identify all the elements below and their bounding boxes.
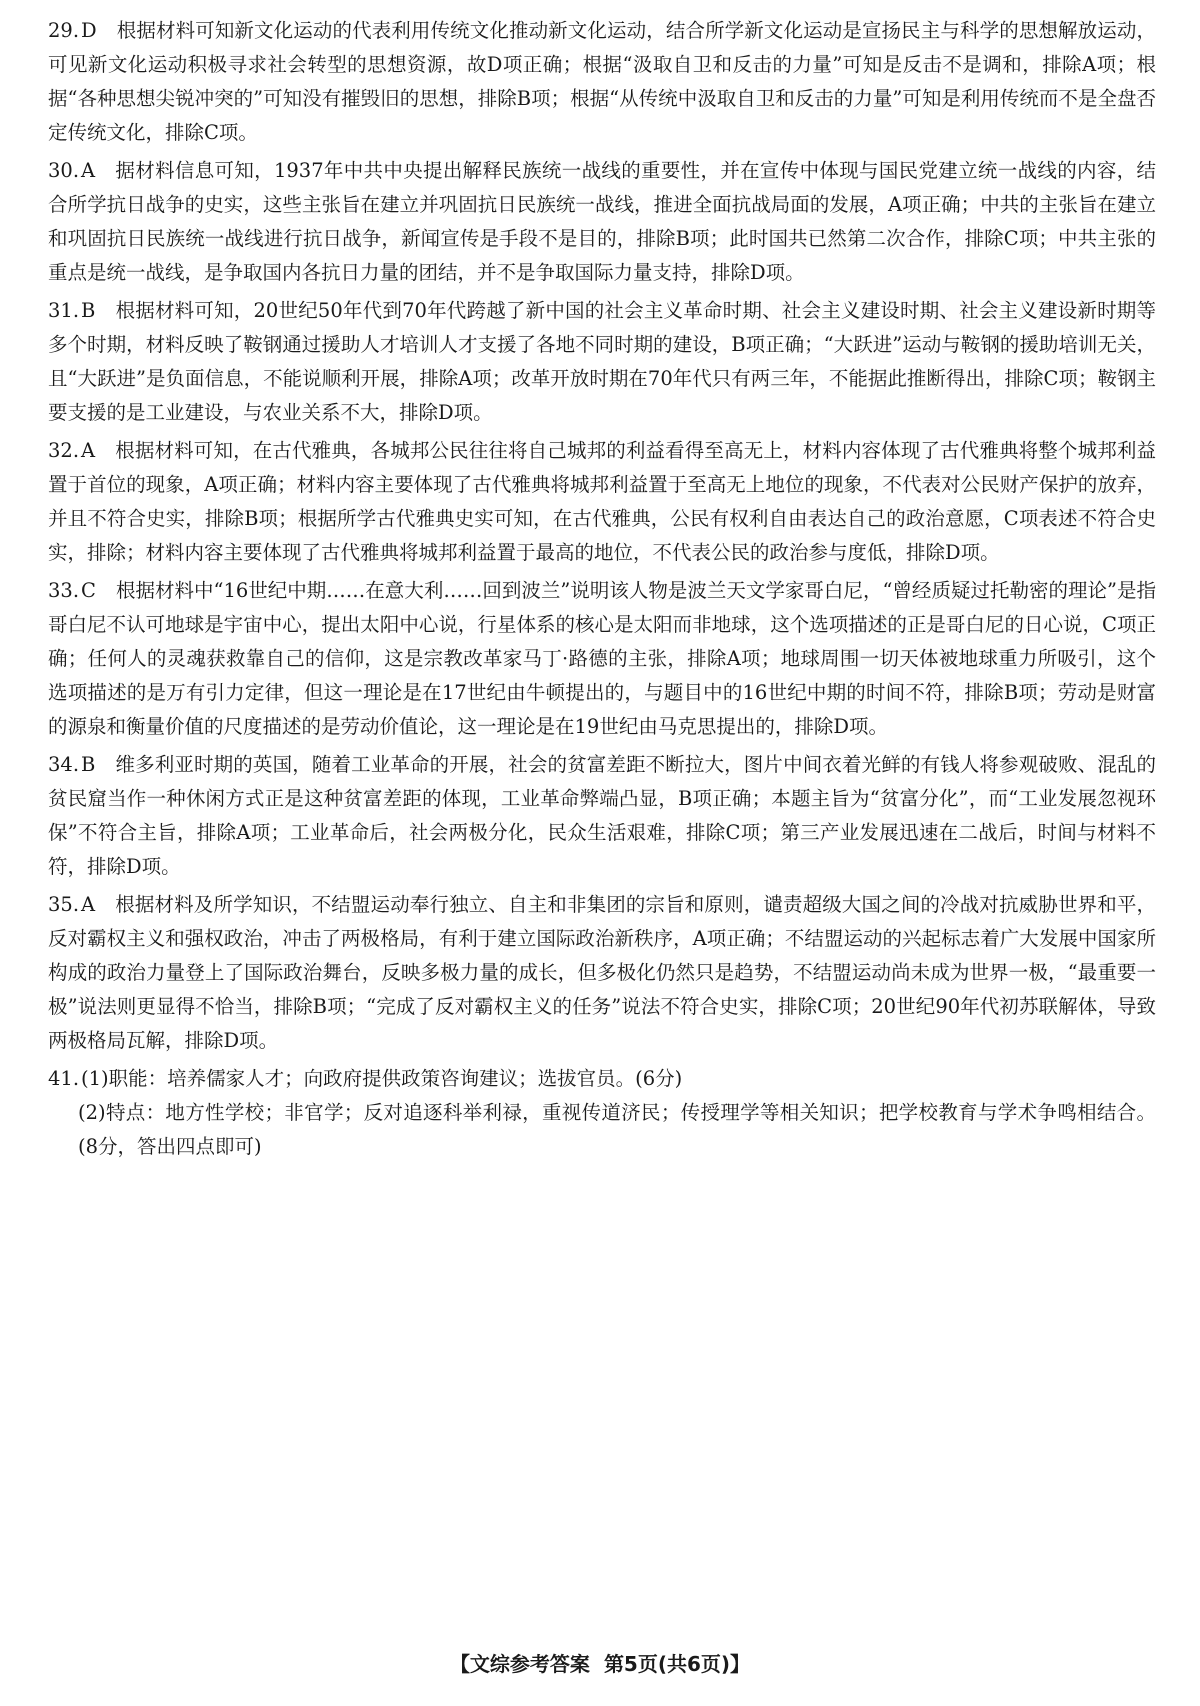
explanation-text: 根据材料及所学知识，不结盟运动奉行独立、自主和非集团的宗旨和原则，谴责超级大国之间的冷战对抗威胁世界和平，反对霸权主义和强权政治，冲击了两极格局，有利于建立国际政治新秩序，A项正确；不结盟运动的兴起标志着广大发展中国家所构成的政治力量登上了国际政治舞台，反映多极力量的成长，但多极化仍然只是趋势，不结盟运动尚未成为世界一极，“最重要一极”说法则更显得不恰当，排除B项；“完成了反对霸权主义的任务”说法不符合史实，排除C项；20世纪90年代初苏联解体，导致两极格局瓦解，排除D项。 [48,893,1156,1052]
question-number: 30. [48,159,80,182]
question-number: 33. [48,579,80,602]
question-41-part2: (2)特点：地方性学校；非官学；反对追逐科举利禄，重视传道济民；传授理学等相关知识；把学校教育与学术争鸣相结合。(8分，答出四点即可) [78,1101,1156,1158]
explanation-text: 根据材料可知，在古代雅典，各城邦公民往往将自己城邦的利益看得至高无上，材料内容体现了古代雅典将整个城邦利益置于首位的现象，A项正确；材料内容主要体现了古代雅典将城邦利益置于至高无上地位的现象，不代表对公民财产保护的放弃，并且不符合史实，排除B项；根据所学古代雅典史实可知，在古代雅典，公民有权利自由表达自己的政治意愿，C项表述不符合史实，排除；材料内容主要体现了古代雅典将城邦利益置于最高的地位，不代表公民的政治参与度低，排除D项。 [48,439,1156,564]
question-41-part1: (1)职能：培养儒家人才；向政府提供政策咨询建议；选拔官员。(6分) [81,1067,683,1090]
question-number: 31. [48,299,80,322]
answer-page [48,14,1156,1168]
explanation-text: 据材料信息可知，1937年中共中央提出解释民族统一战线的重要性，并在宣传中体现与国民党建立统一战线的内容，结合所学抗日战争的史实，这些主张旨在建立并巩固抗日民族统一战线，推进全面抗战局面的发展，A项正确；中共的主张旨在建立和巩固抗日民族统一战线进行抗日战争，新闻宣传是手段不是目的，排除B项；此时国共已然第二次合作，排除C项；中共主张的重点是统一战线，是争取国内各抗日力量的团结，并不是争取国际力量支持，排除D项。 [48,159,1156,284]
explanation-text: 维多利亚时期的英国，随着工业革命的开展，社会的贫富差距不断拉大，图片中间衣着光鲜的有钱人将参观破败、混乱的贫民窟当作一种休闲方式正是这种贫富差距的体现，工业革命弊端凸显，B项正确；本题主旨为“贫富分化”，而“工业发展忽视环保”不符合主旨，排除A项；工业革命后，社会两极分化，民众生活艰难，排除C项；第三产业发展迅速在二战后，时间与材料不符，排除D项。 [48,753,1156,878]
answer-letter: C [81,579,96,602]
answer-letter: D [81,19,97,42]
question-number: 29. [48,19,80,42]
answer-letter: A [81,159,96,182]
question-29 [48,14,1156,150]
question-number: 34. [48,753,80,776]
answer-letter: B [81,753,96,776]
explanation-text: 根据材料中“16世纪中期……在意大利……回到波兰”说明该人物是波兰天文学家哥白尼，“曾经质疑过托勒密的理论”是指哥白尼不认可地球是宇宙中心，提出太阳中心说，行星体系的核心是太阳而非地球，这个选项描述的正是哥白尼的日心说，C项正确；任何人的灵魂获救靠自己的信仰，这是宗教改革家马丁·路德的主张，排除A项；地球周围一切天体被地球重力所吸引，这个选项描述的是万有引力定律，但这一理论是在17世纪由牛顿提出的，与题目中的16世纪中期的时间不符，排除B项；劳动是财富的源泉和衡量价值的尺度描述的是劳动价值论，这一理论是在19世纪由马克思提出的，排除D项。 [48,579,1156,738]
footer-title: 【文综参考答案 [449,1652,590,1676]
question-number: 32. [48,439,80,462]
page-footer [0,1648,1200,1677]
question-41 [48,1062,1156,1164]
question-33 [48,574,1156,744]
footer-page-number: 第5页(共6页)】 [603,1652,751,1676]
explanation-text: 根据材料可知，20世纪50年代到70年代跨越了新中国的社会主义革命时期、社会主义建设时期、社会主义建设新时期等多个时期，材料反映了鞍钢通过援助人才培训人才支援了各地不同时期的建设，B项正确；“大跃进”运动与鞍钢的援助培训无关，且“大跃进”是负面信息，不能说顺利开展，排除A项；改革开放时期在70年代只有两三年，不能据此推断得出，排除C项；鞍钢主要支援的是工业建设，与农业关系不大，排除D项。 [48,299,1156,424]
answer-letter: A [81,439,96,462]
answer-letter: A [81,893,96,916]
question-30 [48,154,1156,290]
question-35 [48,888,1156,1058]
question-32 [48,434,1156,570]
question-number: 41. [48,1067,80,1090]
question-31 [48,294,1156,430]
question-number: 35. [48,893,80,916]
answer-letter: B [81,299,96,322]
question-34 [48,748,1156,884]
explanation-text: 根据材料可知新文化运动的代表利用传统文化推动新文化运动，结合所学新文化运动是宣扬民主与科学的思想解放运动，可见新文化运动积极寻求社会转型的思想资源，故D项正确；根据“汲取自卫和反击的力量”可知是反击不是调和，排除A项；根据“各种思想尖锐冲突的”可知没有摧毁旧的思想，排除B项；根据“从传统中汲取自卫和反击的力量”可知是利用传统而不是全盘否定传统文化，排除C项。 [48,19,1156,144]
question-41-part1-line [48,1062,1156,1096]
